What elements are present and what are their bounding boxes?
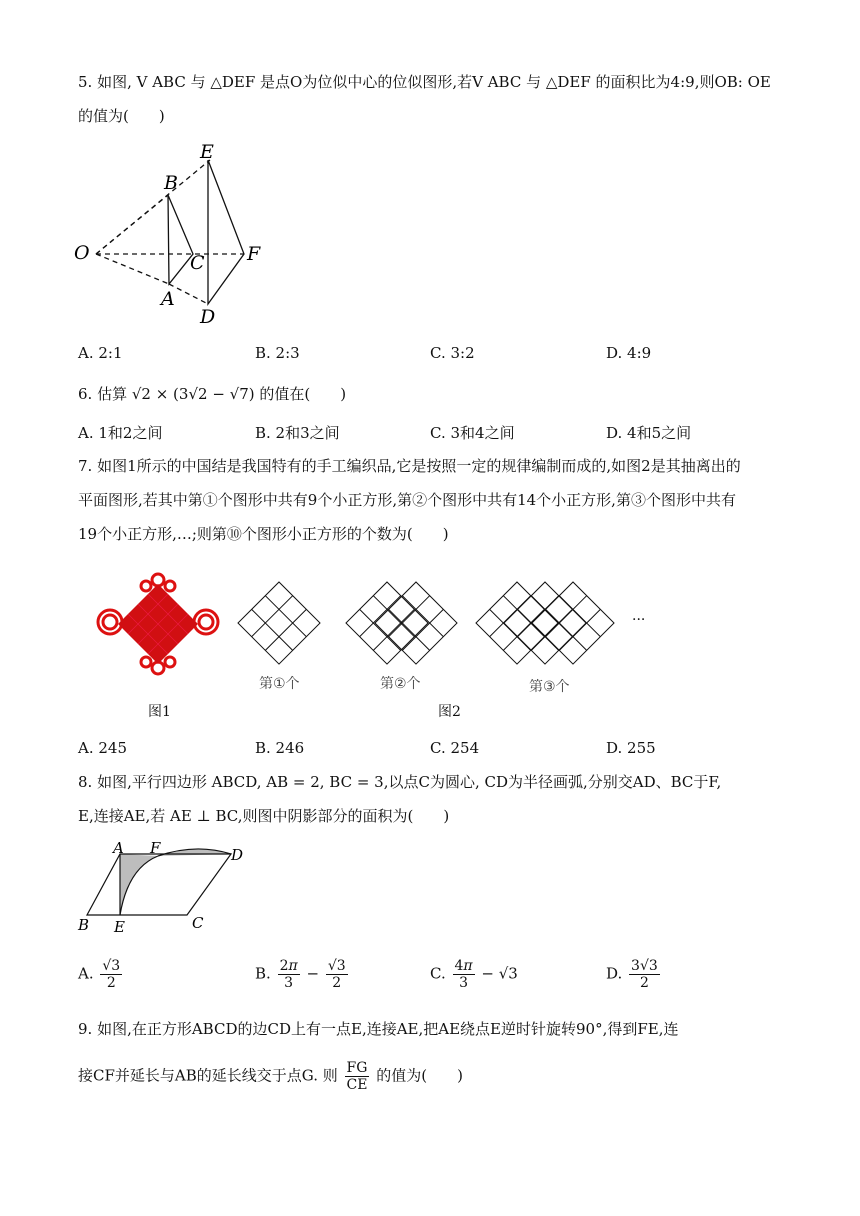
q8-option-b: B. $\frac{2\pi}{3}$ − $\frac{√3}{2}$ xyxy=(255,958,346,991)
grid-figure-3 xyxy=(474,580,618,666)
grid-figure-1 xyxy=(236,580,322,666)
q8-option-c: C. $\frac{4\pi}{3}$ − √3 xyxy=(430,958,518,991)
q9-stem-line2-suffix: 的值为( ) xyxy=(376,1066,463,1085)
q8-option-a-letter: A. xyxy=(78,964,94,983)
label-E: E xyxy=(114,918,125,936)
label-A: A xyxy=(161,288,175,310)
option-a-denominator: 2 xyxy=(106,975,116,991)
q7-option-a: A. 245 xyxy=(78,739,127,757)
q6-option-a: A. 1和2之间 xyxy=(78,424,163,442)
label-F: F xyxy=(247,243,261,265)
label-F: F xyxy=(150,839,161,857)
q9-fraction-denominator: CE xyxy=(346,1077,368,1093)
q6-option-b: B. 2和3之间 xyxy=(255,424,340,442)
label-B: B xyxy=(78,916,90,934)
option-a-numerator: √3 xyxy=(102,958,121,974)
label-C: C xyxy=(192,914,204,932)
q7-stem-line1: 7. 如图1所示的中国结是我国特有的手工编织品,它是按照一定的规律编制而成的,如图2是其抽离出的 xyxy=(78,457,741,475)
q8-option-a xyxy=(78,958,124,991)
option-b-frac-2: $\frac{√3}{2}$ xyxy=(327,958,346,991)
caption-figure-1: 图1 xyxy=(148,704,171,720)
q8-option-a-expression xyxy=(100,958,122,991)
q8-stem-line1: 8. 如图,平行四边形 ABCD, AB = 2, BC = 3,以点C为圆心, CD为半径画弧,分别交AD、BC于F, xyxy=(78,773,722,791)
q8-option-d xyxy=(606,958,662,991)
q5-stem-line1: 5. 如图, V ABC 与 △DEF 是点O为位似中心的位似图形,若V ABC 与 △DEF 的面积比为4:9,则OB: OE xyxy=(78,73,771,91)
q6-option-d: D. 4和5之间 xyxy=(606,424,692,442)
q7-option-d: D. 255 xyxy=(606,739,656,757)
q5-similarity-figure xyxy=(74,140,284,330)
q6-option-c: C. 3和4之间 xyxy=(430,424,515,442)
caption-fig-2: 第②个 xyxy=(380,676,421,692)
q8-parallelogram-figure xyxy=(76,838,256,938)
figure-ellipsis: ··· xyxy=(632,612,646,628)
label-D: D xyxy=(231,846,244,864)
q6-stem xyxy=(78,384,346,404)
q5-option-c: C. 3:2 xyxy=(430,344,475,362)
chinese-knot-image xyxy=(88,570,228,678)
caption-figure-2: 图2 xyxy=(438,704,461,720)
q8-stem-line2: E,连接AE,若 AE ⊥ BC,则图中阴影部分的面积为( ) xyxy=(78,807,450,825)
option-c-frac: $\frac{4\pi}{3}$ xyxy=(454,958,473,991)
option-b-frac-1: $\frac{2\pi}{3}$ xyxy=(279,958,298,991)
q8-option-c-letter: C. xyxy=(430,964,446,983)
q7-stem-line3: 19个小正方形,…;则第⑩个图形小正方形的个数为( ) xyxy=(78,525,449,543)
q9-fraction xyxy=(345,1060,370,1093)
label-E: E xyxy=(200,141,214,163)
caption-fig-3: 第③个 xyxy=(529,679,570,695)
q9-stem-line2-prefix: 接CF并延长与AB的延长线交于点G. 则 xyxy=(78,1066,338,1085)
q5-option-d: D. 4:9 xyxy=(606,344,652,362)
label-A: A xyxy=(113,839,124,857)
q7-option-b: B. 246 xyxy=(255,739,305,757)
q5-option-b: B. 2:3 xyxy=(255,344,300,362)
q5-option-a: A. 2:1 xyxy=(78,344,123,362)
q7-stem-line2: 平面图形,若其中第①个图形中共有9个小正方形,第②个图形中共有14个小正方形,第③个图形中共有 xyxy=(78,491,736,509)
caption-fig-1: 第①个 xyxy=(259,676,300,692)
q5-stem-line2: 的值为( ) xyxy=(78,107,165,125)
q6-stem-expression: 6. 估算 √2 × (3√2 − √7) xyxy=(78,385,255,403)
q7-option-c: C. 254 xyxy=(430,739,480,757)
q8-option-d-letter: D. xyxy=(606,964,623,983)
option-d-frac: $\frac{3√3}{2}$ xyxy=(631,958,658,991)
q6-stem-suffix: 的值在( ) xyxy=(259,385,347,403)
q9-fraction-numerator: FG xyxy=(345,1060,370,1077)
q9-stem-line2 xyxy=(78,1060,463,1093)
q8-option-b-letter: B. xyxy=(255,964,271,983)
label-B: B xyxy=(164,172,178,194)
grid-figure-2 xyxy=(344,580,462,666)
label-O: O xyxy=(74,242,90,264)
q9-stem-line1: 9. 如图,在正方形ABCD的边CD上有一点E,连接AE,把AE绕点E逆时针旋转90°,得到FE,连 xyxy=(78,1020,679,1038)
label-D: D xyxy=(200,306,216,328)
label-C: C xyxy=(190,252,205,274)
